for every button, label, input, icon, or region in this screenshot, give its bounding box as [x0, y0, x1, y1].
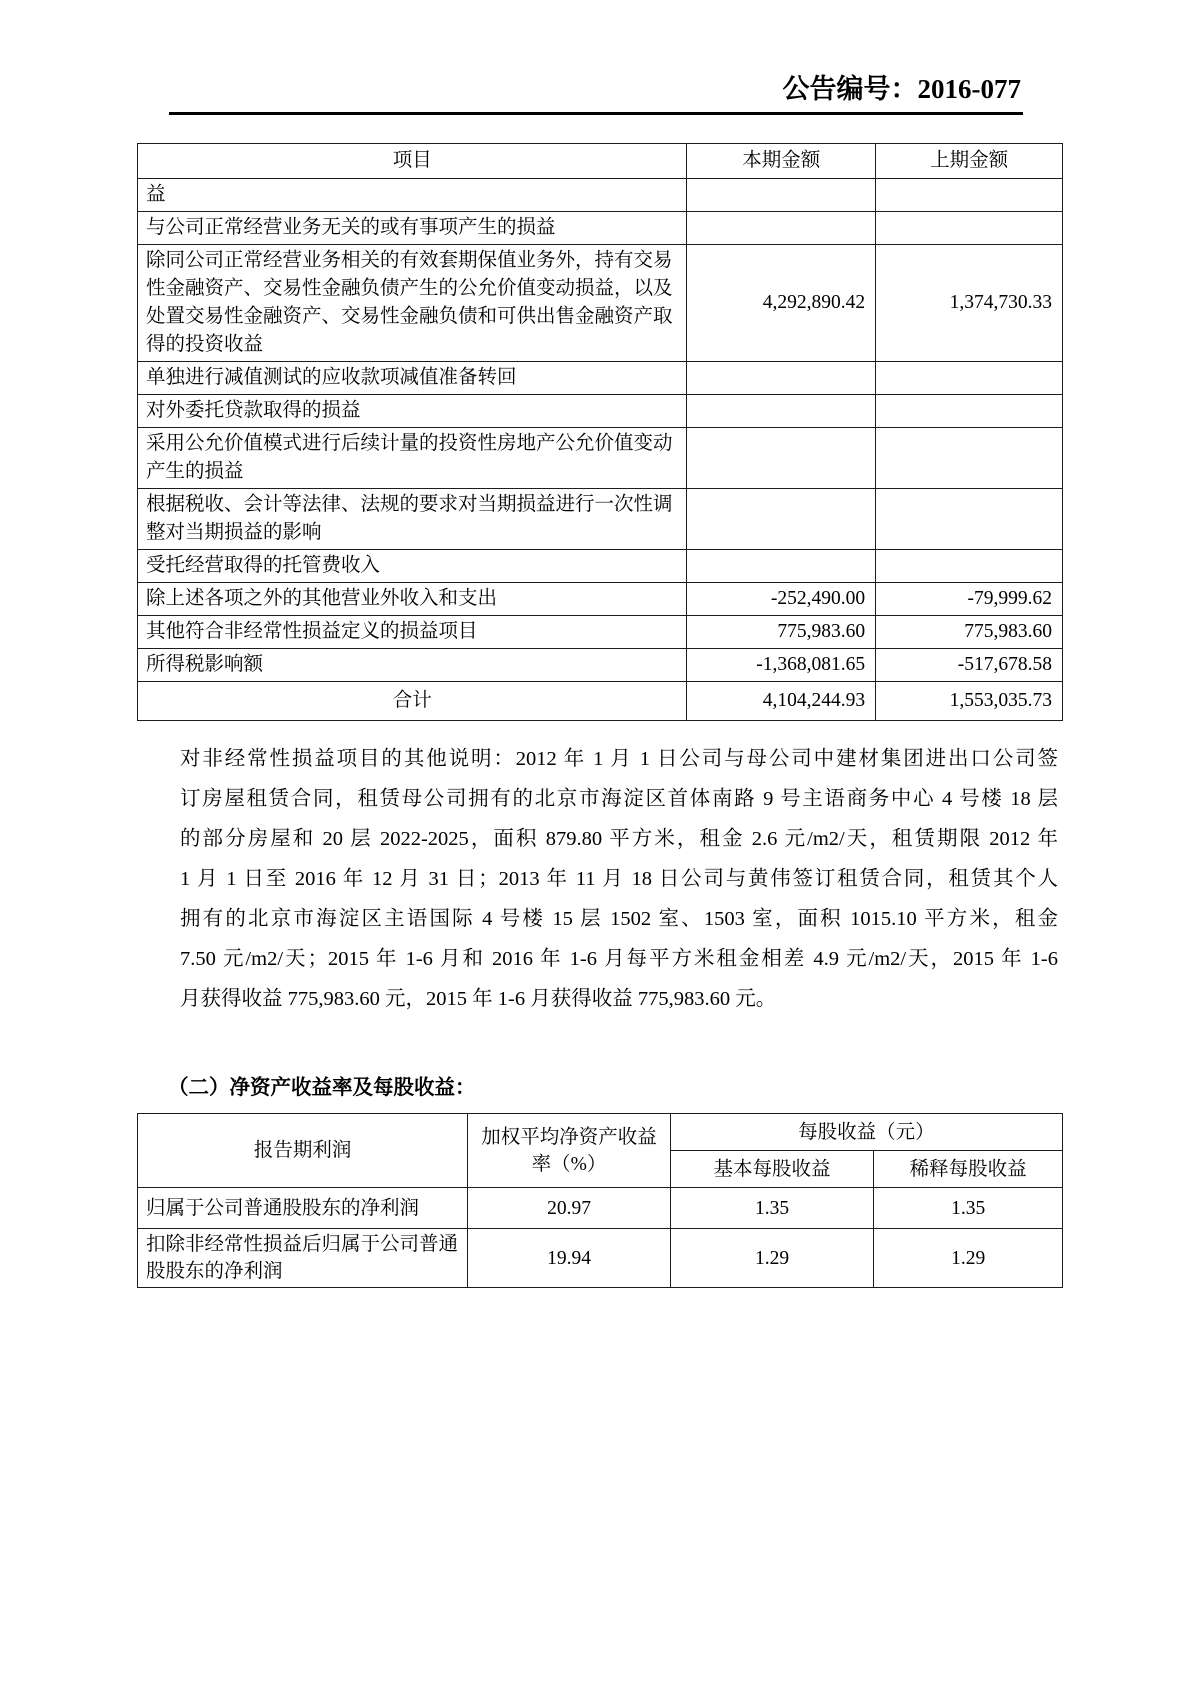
prior-amount-cell: 775,983.60	[876, 616, 1063, 649]
roe-value-cell: 20.97	[468, 1188, 671, 1229]
current-amount-cell	[687, 179, 876, 212]
current-amount-cell	[687, 212, 876, 245]
item-cell: 对外委托贷款取得的损益	[138, 395, 687, 428]
prior-amount-cell: -79,999.62	[876, 583, 1063, 616]
table-row	[138, 245, 1063, 362]
table-row	[138, 428, 1063, 489]
table-row	[138, 179, 1063, 212]
column-header-report-profit: 报告期利润	[138, 1114, 468, 1188]
table-row	[138, 550, 1063, 583]
table-row	[138, 616, 1063, 649]
table-row	[138, 649, 1063, 682]
total-prior-amount-cell: 1,553,035.73	[876, 682, 1063, 721]
note-line: 的部分房屋和 20 层 2022-2025，面积 879.80 平方米，租金 2.6 元/m2/天，租赁期限 2012 年	[180, 828, 1058, 850]
table-header-row	[138, 1114, 1063, 1151]
item-cell: 根据税收、会计等法律、法规的要求对当期损益进行一次性调整对当期损益的影响	[138, 489, 687, 550]
note-line: 拥有的北京市海淀区主语国际 4 号楼 15 层 1502 室、1503 室，面积 1015.10 平方米，租金	[180, 908, 1058, 930]
table-row	[138, 489, 1063, 550]
diluted-eps-value-cell: 1.29	[874, 1229, 1063, 1288]
column-group-header-eps: 每股收益（元）	[670, 1114, 1062, 1151]
table-row	[138, 395, 1063, 428]
note-line: 月获得收益 775,983.60 元，2015 年 1-6 月获得收益 775,983.60 元。	[180, 988, 777, 1010]
note-line: 订房屋租赁合同，租赁母公司拥有的北京市海淀区首体南路 9 号主语商务中心 4 号楼 18 层	[180, 788, 1058, 810]
basic-eps-value-cell: 1.29	[670, 1229, 874, 1288]
non-recurring-note-paragraph	[180, 739, 1058, 1019]
column-header-current-amount: 本期金额	[687, 144, 876, 179]
note-line: 对非经常性损益项目的其他说明：2012 年 1 月 1 日公司与母公司中建材集团进出口公司签	[180, 748, 1058, 770]
current-amount-cell: -252,490.00	[687, 583, 876, 616]
prior-amount-cell	[876, 550, 1063, 583]
table-header-row	[138, 144, 1063, 179]
current-amount-cell	[687, 395, 876, 428]
announcement-number: 公告编号：2016-077	[782, 74, 1021, 104]
table-row	[138, 1188, 1063, 1229]
table-row	[138, 583, 1063, 616]
prior-amount-cell: -517,678.58	[876, 649, 1063, 682]
column-header-item: 项目	[138, 144, 687, 179]
prior-amount-cell	[876, 362, 1063, 395]
column-header-weighted-roe: 加权平均净资产收益率（%）	[468, 1114, 671, 1188]
basic-eps-value-cell: 1.35	[670, 1188, 874, 1229]
total-label-cell: 合计	[138, 682, 687, 721]
item-cell: 与公司正常经营业务无关的或有事项产生的损益	[138, 212, 687, 245]
current-amount-cell: -1,368,081.65	[687, 649, 876, 682]
table-row	[138, 212, 1063, 245]
prior-amount-cell	[876, 179, 1063, 212]
prior-amount-cell	[876, 212, 1063, 245]
item-cell: 益	[138, 179, 687, 212]
section-heading-roe-eps: （二）净资产收益率及每股收益：	[168, 1077, 476, 1099]
column-header-basic-eps: 基本每股收益	[670, 1151, 874, 1188]
item-cell: 其他符合非经常性损益定义的损益项目	[138, 616, 687, 649]
diluted-eps-value-cell: 1.35	[874, 1188, 1063, 1229]
non-recurring-items-table	[137, 143, 1063, 721]
column-header-diluted-eps: 稀释每股收益	[874, 1151, 1063, 1188]
table-row	[138, 362, 1063, 395]
current-amount-cell: 775,983.60	[687, 616, 876, 649]
note-line: 1 月 1 日至 2016 年 12 月 31 日；2013 年 11 月 18 日公司与黄伟签订租赁合同，租赁其个人	[180, 868, 1058, 890]
item-cell: 除上述各项之外的其他营业外收入和支出	[138, 583, 687, 616]
prior-amount-cell	[876, 395, 1063, 428]
current-amount-cell	[687, 428, 876, 489]
roe-value-cell: 19.94	[468, 1229, 671, 1288]
item-cell: 所得税影响额	[138, 649, 687, 682]
prior-amount-cell	[876, 489, 1063, 550]
item-cell: 采用公允价值模式进行后续计量的投资性房地产公允价值变动产生的损益	[138, 428, 687, 489]
column-header-prior-amount: 上期金额	[876, 144, 1063, 179]
table-total-row	[138, 682, 1063, 721]
current-amount-cell: 4,292,890.42	[687, 245, 876, 362]
current-amount-cell	[687, 489, 876, 550]
current-amount-cell	[687, 362, 876, 395]
table-row	[138, 1229, 1063, 1288]
item-cell: 受托经营取得的托管费收入	[138, 550, 687, 583]
note-line: 7.50 元/m2/天；2015 年 1-6 月和 2016 年 1-6 月每平方米租金相差 4.9 元/m2/天，2015 年 1-6	[180, 948, 1058, 970]
total-current-amount-cell: 4,104,244.93	[687, 682, 876, 721]
roe-eps-table	[137, 1113, 1063, 1288]
profit-label-cell: 扣除非经常性损益后归属于公司普通股股东的净利润	[138, 1229, 468, 1288]
item-cell: 单独进行减值测试的应收款项减值准备转回	[138, 362, 687, 395]
item-cell: 除同公司正常经营业务相关的有效套期保值业务外，持有交易性金融资产、交易性金融负债产生的公允价值变动损益，以及处置交易性金融资产、交易性金融负债和可供出售金融资产取得的投资收益	[138, 245, 687, 362]
profit-label-cell: 归属于公司普通股股东的净利润	[138, 1188, 468, 1229]
current-amount-cell	[687, 550, 876, 583]
header-divider	[169, 112, 1023, 115]
prior-amount-cell	[876, 428, 1063, 489]
prior-amount-cell: 1,374,730.33	[876, 245, 1063, 362]
